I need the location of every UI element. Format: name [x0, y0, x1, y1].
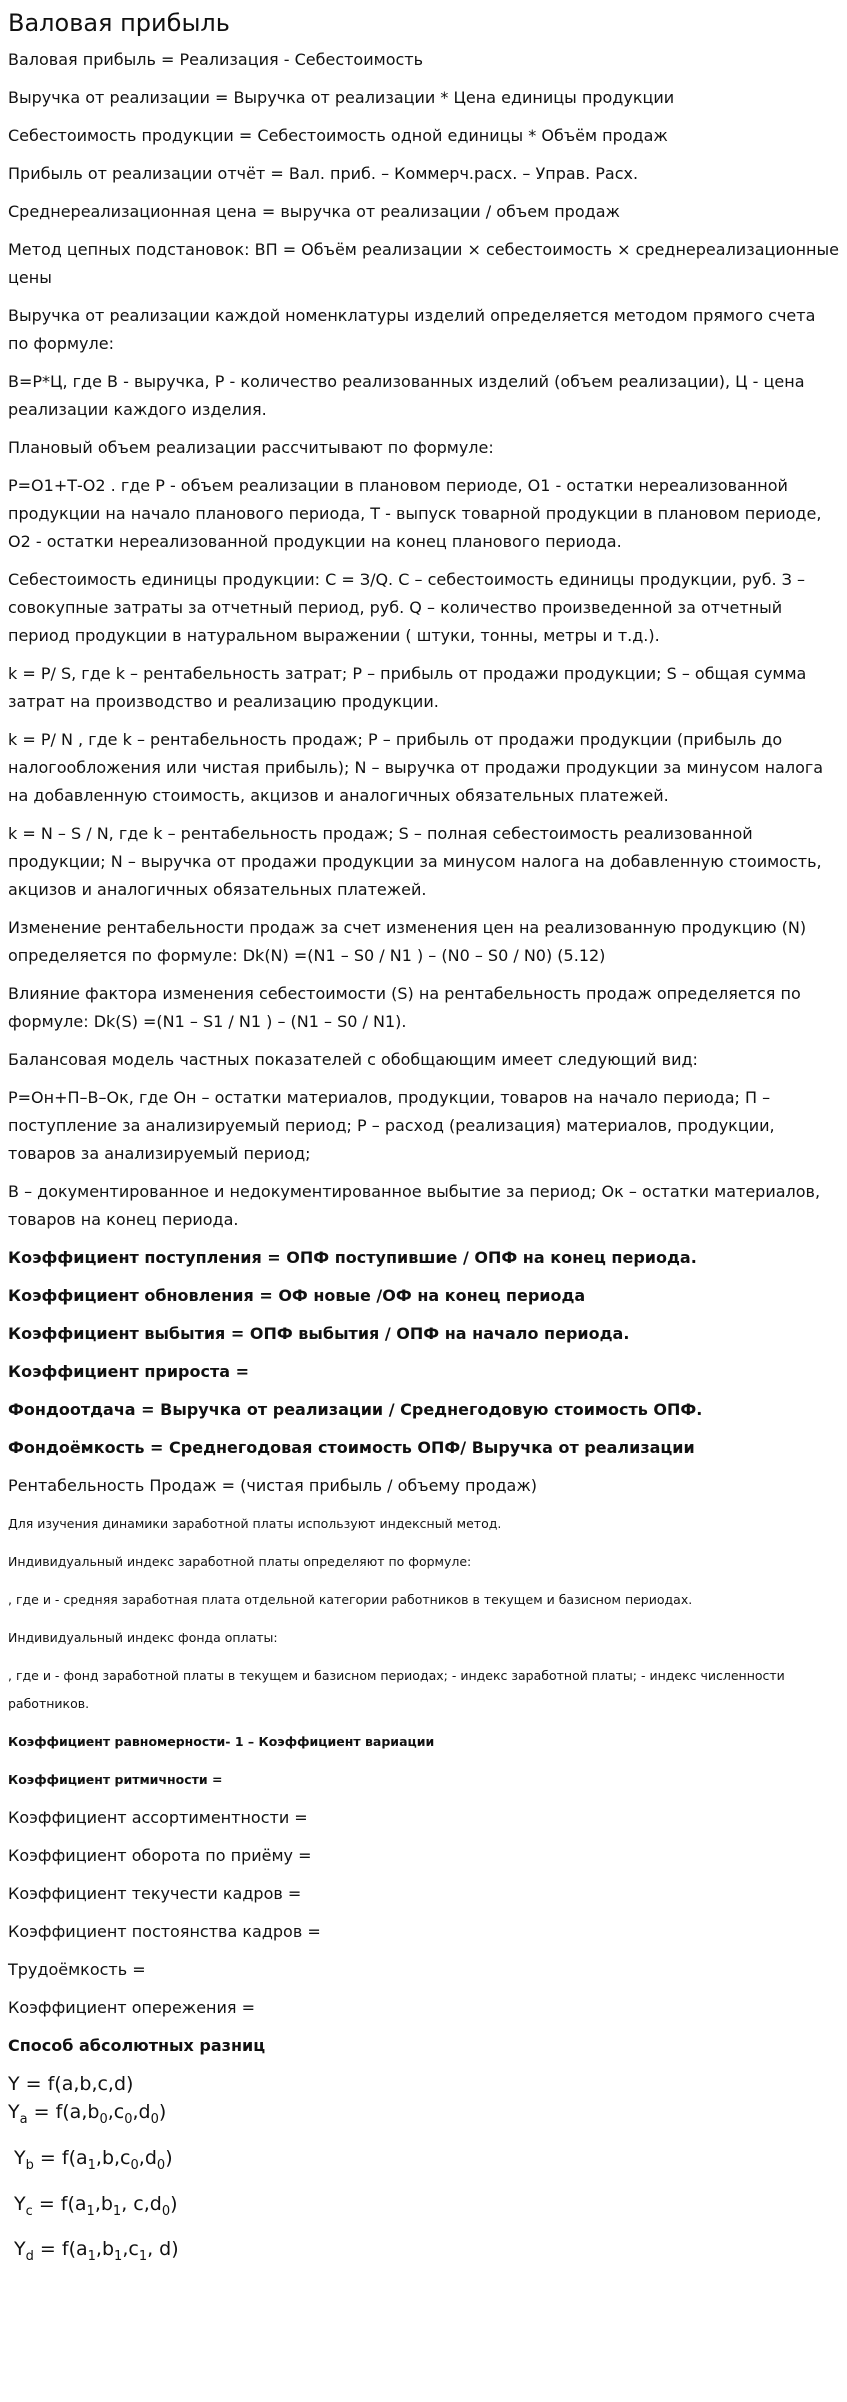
formula-text: = f(a — [39, 2146, 88, 2169]
formula-text: = f(a,b — [33, 2101, 100, 2123]
formula-text: ) — [170, 2192, 178, 2215]
paragraph: Балансовая модель частных показателей с обобщающим имеет следующий вид: — [8, 1050, 698, 1069]
paragraph: k = P/ N , где k – рентабельность продаж; P – прибыль от продажи продукции (прибыль до налогообложения или чистая прибыль); N – выручка от продажи продукции за минусом налога на добавленную стоимость, акцизов и аналогичных обязательных платежей. — [8, 730, 824, 805]
paragraph: Метод цепных подстановок: ВП = Объём реализации × себестоимость × среднереализационные цены — [8, 240, 839, 287]
bold-formula-line: Коэффициент обновления = ОФ новые /ОФ на конец периода — [8, 1286, 586, 1305]
formula-subscript: 0 — [130, 2157, 139, 2173]
formula-yd — [8, 2235, 839, 2271]
formula-subscript: c — [25, 2203, 33, 2219]
formula-subscript: d — [25, 2249, 34, 2265]
bold-formula-line: Коэффициент поступления = ОПФ поступившие / ОПФ на конец периода. — [8, 1248, 697, 1267]
formula-text: , c,d — [121, 2192, 162, 2215]
paragraph: Плановый объем реализации рассчитывают по формуле: — [8, 438, 494, 457]
formula-text: ,c — [107, 2101, 125, 2123]
formula-text: ) — [165, 2146, 173, 2169]
paragraph: Выручка от реализации каждой номенклатуры изделий определяется методом прямого счета по формуле: — [8, 306, 816, 353]
formula-text: , d) — [147, 2238, 179, 2261]
coefficient-line: Коэффициент ассортиментности = — [8, 1808, 308, 1827]
formula-text: ) — [158, 2101, 167, 2123]
formula-text: ,b — [95, 2238, 115, 2261]
paragraph: В=Р*Ц, где В - выручка, Р - количество реализованных изделий (объем реализации), Ц - цена реализации каждого изделия. — [8, 372, 805, 419]
formula-text: ,c — [122, 2238, 139, 2261]
formula-subscript: 1 — [138, 2249, 148, 2265]
small-bold-line: Коэффициент ритмичности = — [8, 1772, 223, 1787]
formula-text: ,b — [94, 2192, 113, 2215]
formula-text: = f(a — [38, 2192, 87, 2215]
paragraph: Влияние фактора изменения себестоимости (S) на рентабельность продаж определяется по формуле: Dk(S) =(N1 – S1 / N1 ) – (N1 – S0 / N1). — [8, 984, 801, 1031]
paragraph: Изменение рентабельности продаж за счет изменения цен на реализованную продукцию (N) определяется по формуле: Dk(N) =(N1 – S0 / N1 ) – (N0 – S0 / N0) (5.12) — [8, 918, 807, 965]
paragraph: В – документированное и недокументированное выбытие за период; Ок – остатки материалов, товаров на конец периода. — [8, 1182, 821, 1229]
paragraph: Р=О1+Т-О2 . где Р - объем реализации в плановом периоде, О1 - остатки нереализованной продукции на начало планового периода, Т - выпуск товарной продукции в плановом периоде, О2 - остатки нереализованной продукции на конец планового периода. — [8, 476, 822, 551]
paragraph: Среднереализационная цена = выручка от реализации / объем продаж — [8, 202, 620, 221]
formula-subscript: 0 — [161, 2203, 171, 2219]
formula-text: Y — [8, 2101, 20, 2123]
coefficient-line: Трудоёмкость = — [8, 1960, 146, 1979]
formula-subscript: 0 — [156, 2157, 166, 2173]
formula-subscript: 1 — [86, 2203, 95, 2219]
formula-yc — [8, 2190, 839, 2226]
paragraph: Р=Он+П–В–Ок, где Он – остатки материалов, продукции, товаров на начало периода; П – поступление за анализируемый период; Р – расход (реализация) материалов, продукции, товаров за анализируемый период; — [8, 1088, 775, 1163]
formula-subscript: 0 — [124, 2111, 133, 2127]
bold-formula-line: Коэффициент выбытия = ОПФ выбытия / ОПФ на начало периода. — [8, 1324, 630, 1343]
formula-subscript: 1 — [112, 2203, 122, 2219]
bold-formula-line: Коэффициент прироста = — [8, 1362, 250, 1381]
small-text-line: , где и - фонд заработной платы в текущем и базисном периодах; - индекс заработной платы; - индекс численности работников. — [8, 1668, 785, 1711]
paragraph: Себестоимость продукции = Себестоимость одной единицы * Объём продаж — [8, 126, 668, 145]
formula-subscript: b — [25, 2157, 34, 2173]
small-text-line: Индивидуальный индекс фонда оплаты: — [8, 1630, 278, 1645]
formula-subscript: 1 — [87, 2157, 96, 2173]
paragraph: k = P/ S, где k – рентабельность затрат; P – прибыль от продажи продукции; S – общая сумма затрат на производство и реализацию продукции. — [8, 664, 807, 711]
formula-text: Y — [14, 2238, 26, 2261]
formula-subscript: 0 — [99, 2111, 108, 2127]
method-title: Способ абсолютных разниц — [8, 2036, 266, 2055]
bold-formula-line: Фондоотдача = Выручка от реализации / Среднегодовую стоимость ОПФ. — [8, 1400, 703, 1419]
formula-subscript: 1 — [114, 2249, 123, 2265]
small-text-line: , где и - средняя заработная плата отдельной категории работников в текущем и базисном периодах. — [8, 1592, 693, 1607]
formula-ya — [8, 2098, 839, 2134]
small-text-line: Индивидуальный индекс заработной платы определяют по формуле: — [8, 1554, 472, 1569]
formula-subscript: 1 — [87, 2249, 96, 2265]
coefficient-line: Коэффициент опережения = — [8, 1998, 256, 2017]
formula-text: Y — [14, 2146, 26, 2169]
formula-yb — [8, 2144, 839, 2180]
formula-text: ,d — [132, 2101, 151, 2123]
small-text-line: Для изучения динамики заработной платы используют индексный метод. — [8, 1516, 502, 1531]
formula-text: ,b,c — [95, 2146, 131, 2169]
paragraph: Валовая прибыль = Реализация - Себестоимость — [8, 50, 424, 69]
coefficient-line: Коэффициент постоянства кадров = — [8, 1922, 321, 1941]
formula-text: ,d — [138, 2146, 157, 2169]
formula-text: = f(a — [39, 2238, 88, 2261]
paragraph: Выручка от реализации = Выручка от реализации * Цена единицы продукции — [8, 88, 675, 107]
formula-base: Y = f(a,b,c,d) — [8, 2073, 134, 2095]
formula-text: Y — [14, 2192, 26, 2215]
page-title: Валовая прибыль — [8, 9, 230, 37]
rentability-line: Рентабельность Продаж = (чистая прибыль / объему продаж) — [8, 1476, 537, 1495]
coefficient-line: Коэффициент текучести кадров = — [8, 1884, 302, 1903]
formula-subscript: 0 — [150, 2111, 159, 2127]
paragraph: Прибыль от реализации отчёт = Вал. приб. – Коммерч.расх. – Управ. Расх. — [8, 164, 639, 183]
small-bold-line: Коэффициент равномерности- 1 – Коэффициент вариации — [8, 1734, 435, 1749]
bold-formula-line: Фондоёмкость = Среднегодовая стоимость ОПФ/ Выручка от реализации — [8, 1438, 695, 1457]
coefficient-line: Коэффициент оборота по приёму = — [8, 1846, 312, 1865]
formula-subscript: a — [19, 2111, 28, 2127]
paragraph: Себестоимость единицы продукции: С = З/Q. С – себестоимость единицы продукции, руб. З – совокупные затраты за отчетный период, руб. Q – количество произведенной за отчетный период продукции в натуральном выражении ( штуки, тонны, метры и т.д.). — [8, 570, 805, 645]
paragraph: k = N – S / N, где k – рентабельность продаж; S – полная себестоимость реализованной продукции; N – выручка от продажи продукции за минусом налога на добавленную стоимость, акцизов и аналогичных обязательных платежей. — [8, 824, 822, 899]
